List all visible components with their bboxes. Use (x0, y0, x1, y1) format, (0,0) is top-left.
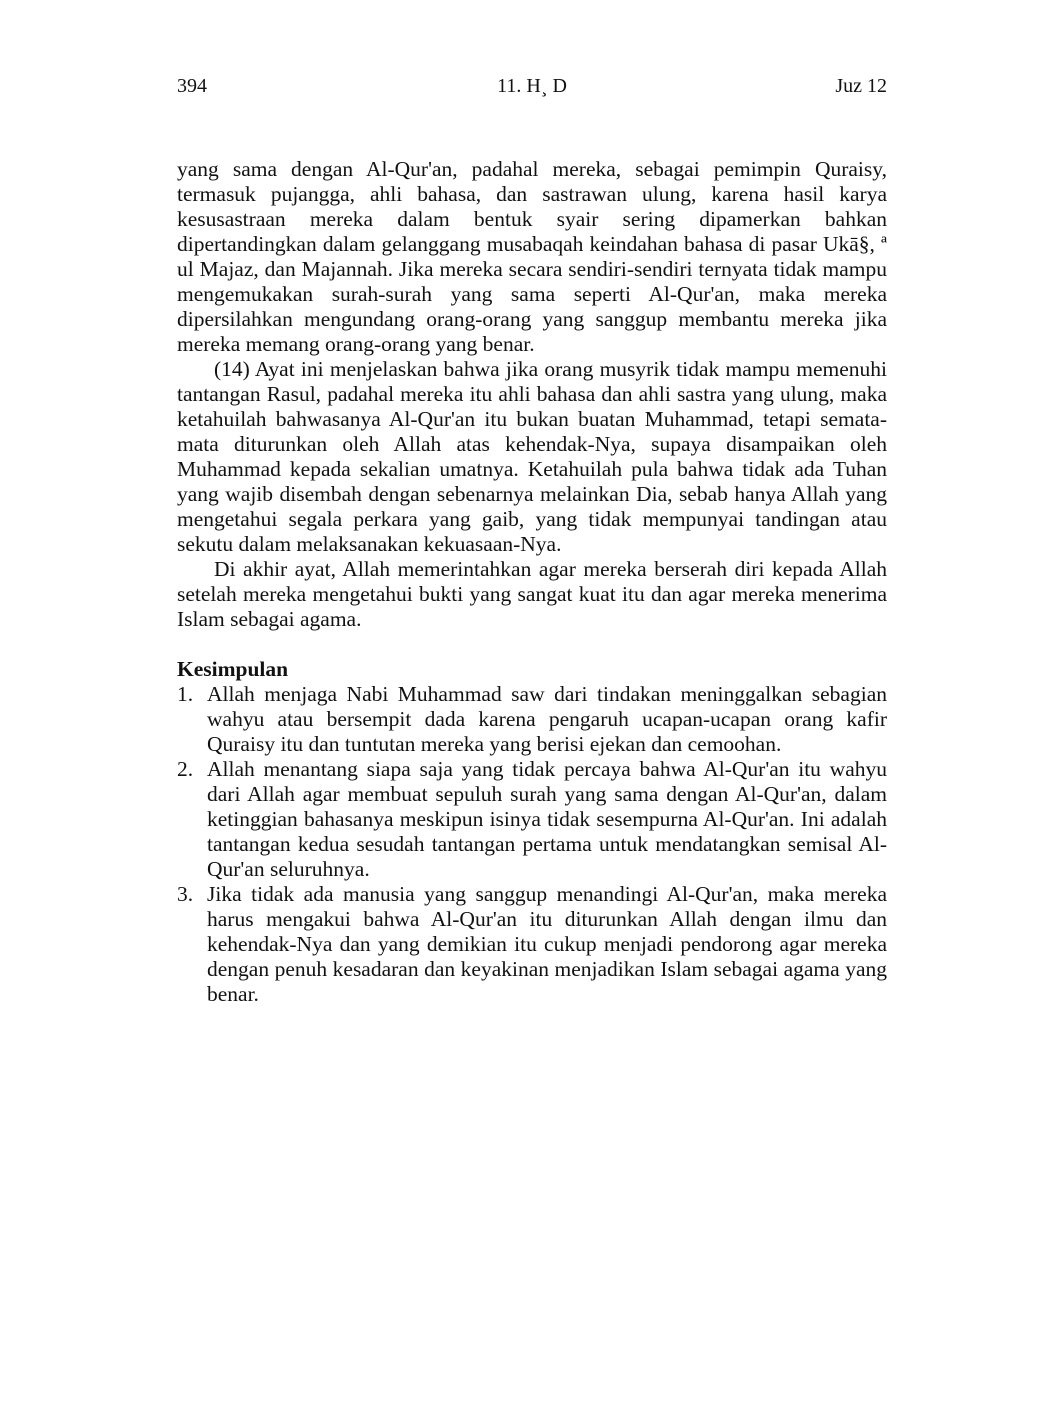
paragraph-continuation: yang sama dengan Al-Qur'an, padahal mereka, sebagai pemimpin Quraisy, termasuk pujangga, ahli bahasa, dan sastrawan ulung, karena hasil karya kesusastraan mereka dalam bentuk syair sering dipamerkan bahkan dipertandingkan dalam gelanggang musabaqah keindahan bahasa di pasar Ukā§, ª ul Majaz, dan Majannah. Jika mereka secara sendiri-sendiri ternyata tidak mampu mengemukakan surah-surah yang sama seperti Al-Qur'an, maka mereka dipersilahkan mengundang orang-orang yang sanggup membantu mereka jika mereka memang orang-orang yang benar. (177, 157, 887, 356)
conclusion-item-number: 1. (177, 682, 194, 706)
conclusion-item-number: 3. (177, 882, 194, 906)
paragraph-end-of-verse: Di akhir ayat, Allah memerintahkan agar mereka berserah diri kepada Allah setelah mereka mengetahui bukti yang sangat kuat itu dan agar mereka menerima Islam sebagai agama. (177, 557, 887, 631)
conclusion-list (177, 682, 887, 1007)
page-number: 394 (177, 75, 207, 97)
conclusion-item-text: Allah menjaga Nabi Muhammad saw dari tindakan meninggalkan sebagian wahyu atau bersempit dada karena pengaruh ucapan-ucapan orang kafir Quraisy itu dan tuntutan mereka yang berisi ejekan dan cemoohan. (207, 682, 887, 756)
conclusion-item-text: Jika tidak ada manusia yang sanggup menandingi Al-Qur'an, maka mereka harus mengakui bahwa Al-Qur'an itu diturunkan Allah dengan ilmu dan kehendak-Nya dan yang demikian itu cukup menjadi pendorong agar mereka dengan penuh kesadaran dan keyakinan menjadikan Islam sebagai agama yang benar. (207, 882, 887, 1006)
conclusion-item-number: 2. (177, 757, 194, 781)
conclusion-item (177, 882, 887, 1007)
conclusion-item (177, 682, 887, 757)
paragraph-verse-14: (14) Ayat ini menjelaskan bahwa jika orang musyrik tidak mampu memenuhi tantangan Rasul, padahal mereka itu ahli bahasa dan ahli sastra yang ulung, maka ketahuilah bahwasanya Al-Qur'an itu bukan buatan Muhammad, tetapi semata-mata diturunkan oleh Allah atas kehendak-Nya, supaya disampaikan oleh Muhammad kepada sekalian umatnya. Ketahuilah pula bahwa tidak ada Tuhan yang wajib disembah dengan sebenarnya melainkan Dia, sebab hanya Allah yang mengetahui segala perkara yang gaib, yang tidak mempunyai tandingan atau sekutu dalam melaksanakan kekuasaan-Nya. (177, 357, 887, 556)
conclusion-item-text: Allah menantang siapa saja yang tidak percaya bahwa Al-Qur'an itu wahyu dari Allah agar membuat sepuluh surah yang sama dengan Al-Qur'an, dalam ketinggian bahasanya meskipun isinya tidak sesempurna Al-Qur'an. Ini adalah tantangan kedua sesudah tantangan pertama untuk mendatangkan semisal Al-Qur'an seluruhnya. (207, 757, 887, 881)
running-title: 11. H¸ D (497, 75, 567, 97)
page-body (177, 157, 887, 1007)
conclusion-item (177, 757, 887, 882)
conclusion-heading: Kesimpulan (177, 657, 289, 681)
page-header (177, 75, 887, 101)
juz-label: Juz 12 (835, 75, 887, 97)
